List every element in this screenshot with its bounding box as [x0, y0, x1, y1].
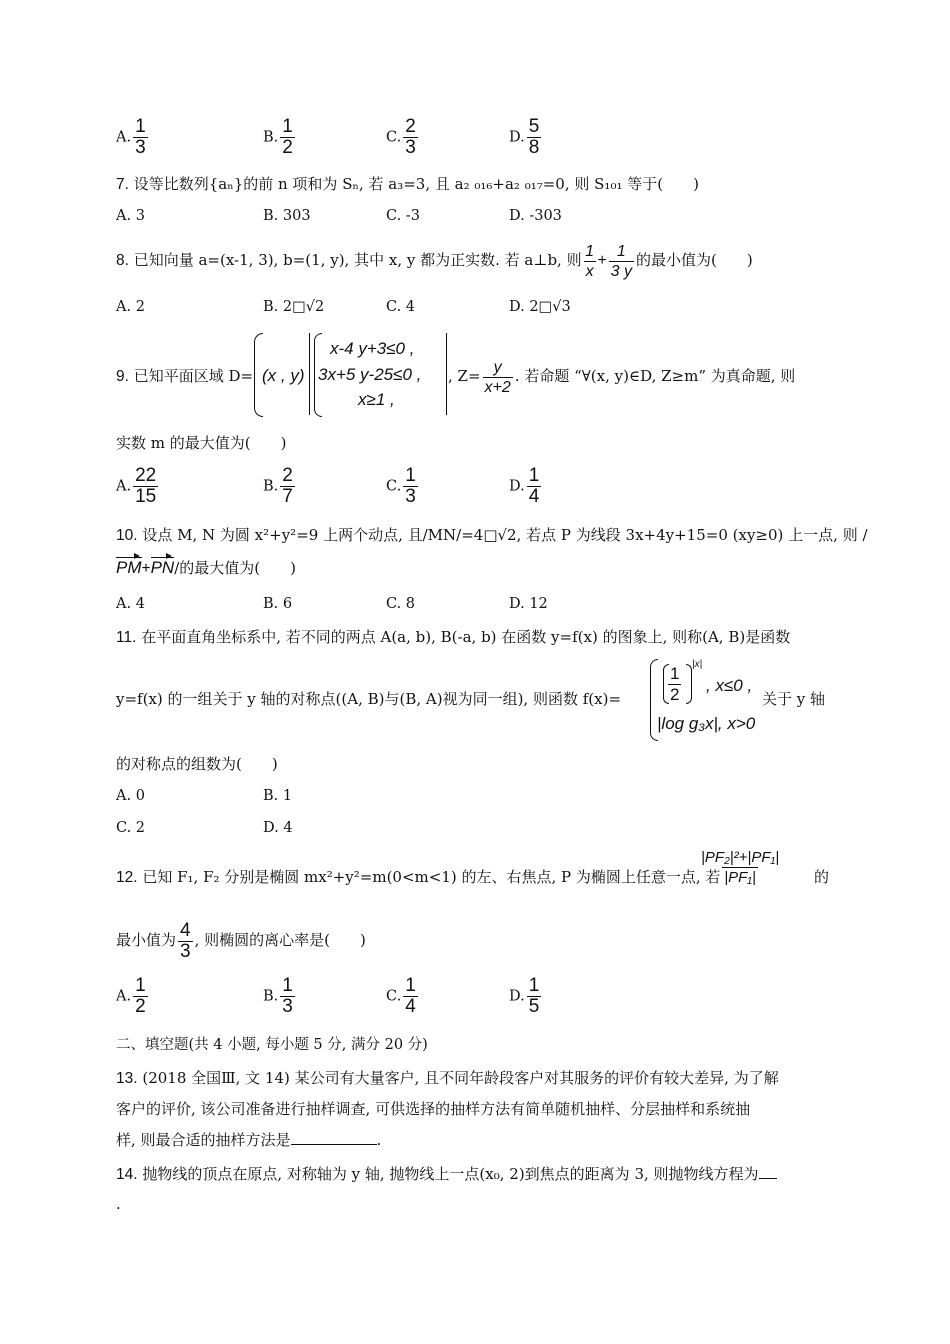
q7-option-c: C. -3	[386, 208, 420, 224]
fraction: $\frac{1}{5}$	[528, 975, 540, 1017]
q7-option-a: A. 3	[116, 208, 145, 224]
fraction: $\frac{22}{15}$	[135, 465, 157, 507]
fraction: $\frac{2}{7}$	[282, 465, 293, 507]
q14-stem: 14. 抛物线的顶点在原点, 对称轴为 y 轴, 抛物线上一点(x₀, 2)到焦点的距离为 3, 则抛物线方程为	[116, 1164, 777, 1185]
q10-stem-line2: PM+PN/的最大值为( )	[116, 558, 296, 577]
q9-option-d: D. $\frac{1}{4}$	[509, 465, 540, 507]
section-heading: 二、填空题(共 4 小题, 每小题 5 分, 满分 20 分)	[116, 1037, 428, 1053]
q13-stem: 13. (2018 全国Ⅲ, 文 14) 某公司有大量客户, 且不同年龄段客户对其服务的评价有较大差异, 为了解	[116, 1069, 779, 1087]
q11-stem: 11. 在平面直角坐标系中, 若不同的两点 A(a, b), B(-a, b) 在函数 y=f(x) 的图象上, 则称(A, B)是函数	[116, 628, 791, 646]
q8-option-b: B. 2□√2	[263, 299, 325, 315]
q10-option-a: A. 4	[116, 596, 145, 612]
q11-option-b: B. 1	[263, 788, 293, 804]
q6-option-b: B. $\frac{1}{2}$	[263, 116, 293, 158]
answer-blank[interactable]	[759, 1178, 777, 1179]
q11-stem-line2: y=f(x) 的一组关于 y 轴的对称点((A, B)与(B, A)视为同一组), 则函数 f(x)=	[116, 690, 622, 708]
vector-pn: PN	[150, 558, 175, 577]
q8-option-d: D. 2□√3	[509, 299, 571, 315]
q12-option-c: C. $\frac{1}{4}$	[386, 975, 416, 1017]
q8-option-a: A. 2	[116, 299, 145, 315]
q7-option-d: D. -303	[509, 208, 562, 224]
q7-stem: 7. 设等比数列{aₙ}的前 n 项和为 Sₙ, 若 a₃=3, 且 a₂ ₀₁₆+a₂ ₀₁₇=0, 则 S₁₀₁ 等于( )	[116, 175, 699, 193]
q10-option-c: C. 8	[386, 596, 416, 612]
vector-pm: PM	[116, 558, 142, 577]
q12-option-d: D. $\frac{1}{5}$	[509, 975, 540, 1017]
q6-option-d: D. $\frac{5}{8}$	[509, 116, 540, 158]
q7-option-b: B. 303	[263, 208, 311, 224]
fraction: $\frac{1}{4}$	[405, 975, 416, 1017]
q12-stem-line2: 最小值为 $\frac{4}{3}$ , 则椭圆的离心率是( )	[116, 919, 366, 962]
fraction: $\frac{5}{8}$	[528, 116, 540, 158]
fraction: $\frac{1}{3}$	[135, 116, 146, 158]
fraction: $\frac{1}{2}$	[135, 975, 146, 1017]
answer-blank[interactable]	[291, 1144, 377, 1145]
q11-option-d: D. 4	[263, 820, 293, 836]
q8-option-c: C. 4	[386, 299, 416, 315]
fraction: $\frac{1}{2}$	[282, 116, 293, 158]
q12-option-b: B. $\frac{1}{3}$	[263, 975, 293, 1017]
q11-option-c: C. 2	[116, 820, 146, 836]
q10-option-d: D. 12	[509, 596, 548, 612]
fraction: $\frac{1}{2}$	[670, 664, 680, 704]
q12-stem: 12. 已知 F₁, F₂ 分别是椭圆 mx²+y²=m(0<m<1) 的左、右焦点, P 为椭圆上任意一点, 若	[116, 868, 721, 886]
q6-option-c: C. $\frac{2}{3}$	[386, 116, 416, 158]
fraction: $\frac{4}{3}$	[180, 919, 191, 962]
q11-option-a: A. 0	[116, 788, 145, 804]
right-brace	[446, 333, 447, 415]
q9-option-a: A. $\frac{22}{15}$	[116, 465, 157, 507]
fraction: $\frac{1}{4}$	[528, 465, 540, 507]
q9-option-c: C. $\frac{1}{3}$	[386, 465, 416, 507]
piecewise-case-2: |log g₃x|, x>0	[657, 714, 756, 733]
ratio-fraction: |PF₂|²+|PF₁| |PF₁|	[701, 849, 780, 886]
fraction: $\frac{y}{x+2}$	[484, 358, 511, 396]
fraction: $\frac{1}{3}$	[282, 975, 293, 1017]
q6-option-a: A. $\frac{1}{3}$	[116, 116, 146, 158]
q10-option-b: B. 6	[263, 596, 293, 612]
q8-stem: 8. 已知向量 a=(x-1, 3), b=(1, y), 其中 x, y 都为正实数. 若 a⊥b, 则 $\frac{1}{x}$ + $\frac{1}{3 y}$ 的最小值为( )	[116, 242, 753, 280]
fraction: $\frac{1}{x}$	[585, 242, 595, 280]
set-bar	[309, 333, 310, 415]
fraction: $\frac{1}{3}$	[405, 465, 416, 507]
fraction: $\frac{1}{3 y}$	[610, 242, 632, 280]
q10-stem: 10. 设点 M, N 为圆 x²+y²=9 上两个动点, 且/MN/=4□√2, 若点 P 为线段 3x+4y+15=0 (xy≥0) 上一点, 则 /	[116, 526, 868, 544]
q12-option-a: A. $\frac{1}{2}$	[116, 975, 146, 1017]
fraction: $\frac{2}{3}$	[405, 116, 416, 158]
q9-option-b: B. $\frac{2}{7}$	[263, 465, 293, 507]
